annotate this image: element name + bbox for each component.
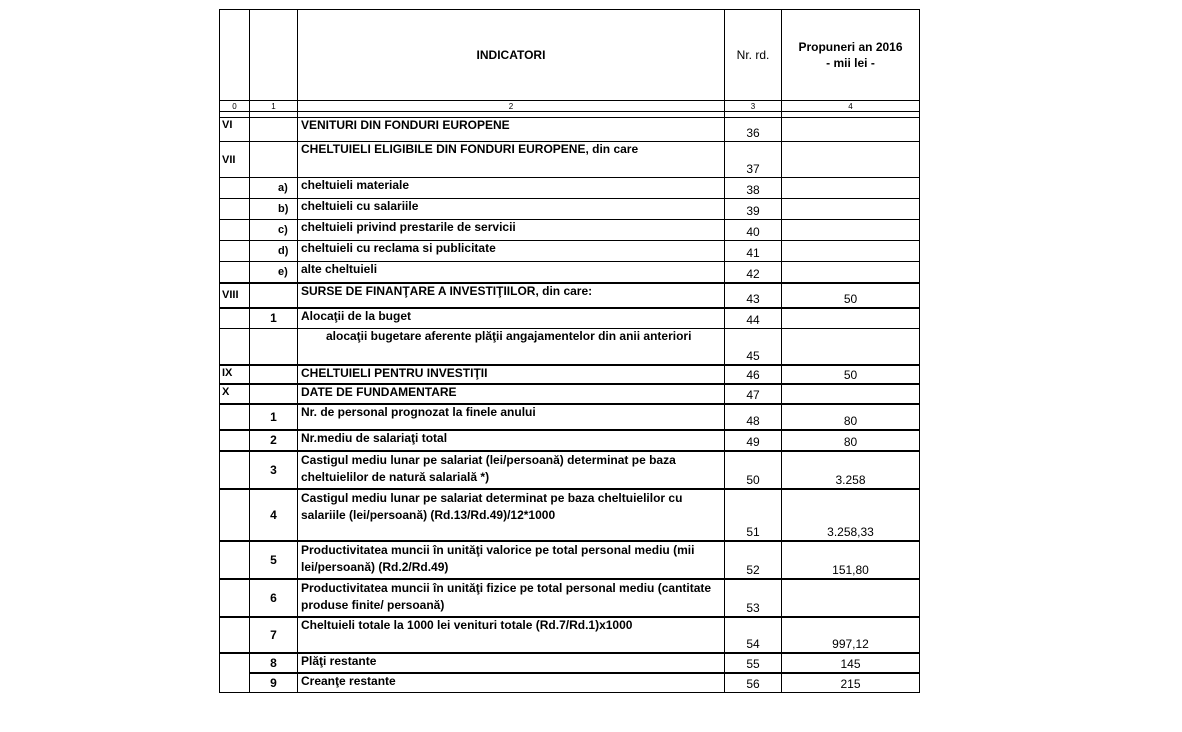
row-index: e) bbox=[250, 262, 298, 283]
table-row bbox=[220, 329, 920, 365]
proposal-value: 145 bbox=[782, 653, 920, 673]
indicator-label: Plăţi restante bbox=[298, 653, 725, 673]
proposal-value bbox=[782, 262, 920, 283]
table-row bbox=[220, 404, 920, 430]
row-index: 2 bbox=[250, 430, 298, 451]
roman-numeral bbox=[220, 579, 250, 617]
row-number: 45 bbox=[725, 329, 782, 365]
header-indicatori: INDICATORI bbox=[298, 10, 725, 101]
table-row bbox=[220, 308, 920, 329]
indicator-label: Alocaţii de la buget bbox=[298, 308, 725, 329]
proposal-value bbox=[782, 384, 920, 404]
roman-numeral bbox=[220, 308, 250, 329]
row-index: 6 bbox=[250, 579, 298, 617]
row-number: 40 bbox=[725, 220, 782, 241]
table-row bbox=[220, 241, 920, 262]
roman-numeral bbox=[220, 451, 250, 489]
proposal-value bbox=[782, 199, 920, 220]
header-propuneri-line2: - mii lei - bbox=[826, 56, 875, 70]
indicator-label: alocaţii bugetare aferente plăţii angajamentelor din anii anteriori bbox=[298, 329, 725, 365]
row-number: 48 bbox=[725, 404, 782, 430]
indicator-label: Castigul mediu lunar pe salariat determinat pe baza cheltuielilor cu salariile (lei/persoană) (Rd.13/Rd.49)/12*1000 bbox=[298, 489, 725, 541]
column-number: 3 bbox=[725, 101, 782, 112]
table-row bbox=[220, 451, 920, 489]
indicator-label: Nr. de personal prognozat la finele anului bbox=[298, 404, 725, 430]
proposal-value bbox=[782, 241, 920, 262]
indicator-label: alte cheltuieli bbox=[298, 262, 725, 283]
proposal-value bbox=[782, 178, 920, 199]
table-row bbox=[220, 489, 920, 541]
header-col1 bbox=[250, 10, 298, 101]
roman-numeral: X bbox=[220, 384, 250, 404]
table-row bbox=[220, 673, 920, 693]
indicator-label: Cheltuieli totale la 1000 lei venituri totale (Rd.7/Rd.1)x1000 bbox=[298, 617, 725, 653]
row-index: 4 bbox=[250, 489, 298, 541]
proposal-value: 215 bbox=[782, 673, 920, 693]
column-number-row bbox=[220, 101, 920, 112]
table-row bbox=[220, 384, 920, 404]
roman-numeral bbox=[220, 262, 250, 283]
row-index: 8 bbox=[250, 653, 298, 673]
row-number: 47 bbox=[725, 384, 782, 404]
indicator-label: SURSE DE FINANŢARE A INVESTIŢIILOR, din care: bbox=[298, 283, 725, 308]
row-number: 42 bbox=[725, 262, 782, 283]
table-row bbox=[220, 178, 920, 199]
row-index: d) bbox=[250, 241, 298, 262]
roman-numeral bbox=[220, 220, 250, 241]
roman-numeral bbox=[220, 653, 250, 673]
indicator-label: CHELTUIELI ELIGIBILE DIN FONDURI EUROPENE, din care bbox=[298, 142, 725, 178]
roman-numeral bbox=[220, 541, 250, 579]
column-number: 1 bbox=[250, 101, 298, 112]
indicator-label: Castigul mediu lunar pe salariat (lei/persoană) determinat pe baza cheltuielilor de natură salarială *) bbox=[298, 451, 725, 489]
row-index: b) bbox=[250, 199, 298, 220]
row-number: 55 bbox=[725, 653, 782, 673]
proposal-value bbox=[782, 579, 920, 617]
row-index bbox=[250, 142, 298, 178]
indicator-label: cheltuieli materiale bbox=[298, 178, 725, 199]
row-index: a) bbox=[250, 178, 298, 199]
proposal-value bbox=[782, 308, 920, 329]
row-index: 1 bbox=[250, 404, 298, 430]
row-number: 39 bbox=[725, 199, 782, 220]
indicator-label: VENITURI DIN FONDURI EUROPENE bbox=[298, 118, 725, 142]
financial-indicators-sheet bbox=[219, 9, 920, 693]
indicator-label: Productivitatea muncii în unităţi valorice pe total personal mediu (mii lei/persoană) (Rd.2/Rd.49) bbox=[298, 541, 725, 579]
proposal-value: 3.258,33 bbox=[782, 489, 920, 541]
proposal-value: 997,12 bbox=[782, 617, 920, 653]
row-number: 54 bbox=[725, 617, 782, 653]
table-row bbox=[220, 142, 920, 178]
row-index: 5 bbox=[250, 541, 298, 579]
row-index bbox=[250, 329, 298, 365]
proposal-value bbox=[782, 220, 920, 241]
table-row bbox=[220, 199, 920, 220]
row-number: 38 bbox=[725, 178, 782, 199]
row-number: 43 bbox=[725, 283, 782, 308]
indicator-label: DATE DE FUNDAMENTARE bbox=[298, 384, 725, 404]
indicator-label: cheltuieli cu reclama si publicitate bbox=[298, 241, 725, 262]
table-row bbox=[220, 220, 920, 241]
row-number: 56 bbox=[725, 673, 782, 693]
row-index: 9 bbox=[250, 673, 298, 693]
indicator-label: cheltuieli privind prestarile de servicii bbox=[298, 220, 725, 241]
roman-numeral bbox=[220, 430, 250, 451]
proposal-value bbox=[782, 142, 920, 178]
proposal-value bbox=[782, 329, 920, 365]
roman-numeral bbox=[220, 199, 250, 220]
row-index: 7 bbox=[250, 617, 298, 653]
column-number: 4 bbox=[782, 101, 920, 112]
table-row bbox=[220, 579, 920, 617]
proposal-value: 151,80 bbox=[782, 541, 920, 579]
header-propuneri bbox=[782, 10, 920, 101]
roman-numeral bbox=[220, 673, 250, 693]
indicators-table bbox=[219, 9, 920, 693]
roman-numeral: VI bbox=[220, 118, 250, 142]
indicator-label: Creanţe restante bbox=[298, 673, 725, 693]
row-number: 41 bbox=[725, 241, 782, 262]
row-number: 44 bbox=[725, 308, 782, 329]
row-index bbox=[250, 118, 298, 142]
indicator-label: cheltuieli cu salariile bbox=[298, 199, 725, 220]
row-index: 1 bbox=[250, 308, 298, 329]
row-number: 37 bbox=[725, 142, 782, 178]
row-number: 46 bbox=[725, 365, 782, 384]
indicator-label: Productivitatea muncii în unităţi fizice pe total personal mediu (cantitate produse finite/ persoană) bbox=[298, 579, 725, 617]
table-row bbox=[220, 118, 920, 142]
row-number: 50 bbox=[725, 451, 782, 489]
roman-numeral bbox=[220, 178, 250, 199]
indicator-label: CHELTUIELI PENTRU INVESTIŢII bbox=[298, 365, 725, 384]
roman-numeral: VII bbox=[220, 142, 250, 178]
roman-numeral bbox=[220, 617, 250, 653]
proposal-value: 50 bbox=[782, 365, 920, 384]
header-row bbox=[220, 10, 920, 101]
row-number: 53 bbox=[725, 579, 782, 617]
row-index bbox=[250, 384, 298, 404]
roman-numeral bbox=[220, 329, 250, 365]
row-index: 3 bbox=[250, 451, 298, 489]
table-row bbox=[220, 365, 920, 384]
table-row bbox=[220, 283, 920, 308]
roman-numeral bbox=[220, 404, 250, 430]
proposal-value: 50 bbox=[782, 283, 920, 308]
roman-numeral bbox=[220, 489, 250, 541]
table-row bbox=[220, 617, 920, 653]
header-propuneri-line1: Propuneri an 2016 bbox=[798, 40, 903, 54]
proposal-value bbox=[782, 118, 920, 142]
row-index bbox=[250, 365, 298, 384]
proposal-value: 80 bbox=[782, 404, 920, 430]
table-row bbox=[220, 430, 920, 451]
indicator-label: Nr.mediu de salariaţi total bbox=[298, 430, 725, 451]
header-nr-rd: Nr. rd. bbox=[725, 10, 782, 101]
table-row bbox=[220, 653, 920, 673]
table-row bbox=[220, 541, 920, 579]
column-number: 2 bbox=[298, 101, 725, 112]
row-number: 36 bbox=[725, 118, 782, 142]
roman-numeral bbox=[220, 241, 250, 262]
row-index: c) bbox=[250, 220, 298, 241]
roman-numeral: IX bbox=[220, 365, 250, 384]
row-index bbox=[250, 283, 298, 308]
header-col0 bbox=[220, 10, 250, 101]
proposal-value: 3.258 bbox=[782, 451, 920, 489]
roman-numeral: VIII bbox=[220, 283, 250, 308]
row-number: 51 bbox=[725, 489, 782, 541]
table-row bbox=[220, 262, 920, 283]
row-number: 52 bbox=[725, 541, 782, 579]
row-number: 49 bbox=[725, 430, 782, 451]
proposal-value: 80 bbox=[782, 430, 920, 451]
column-number: 0 bbox=[220, 101, 250, 112]
